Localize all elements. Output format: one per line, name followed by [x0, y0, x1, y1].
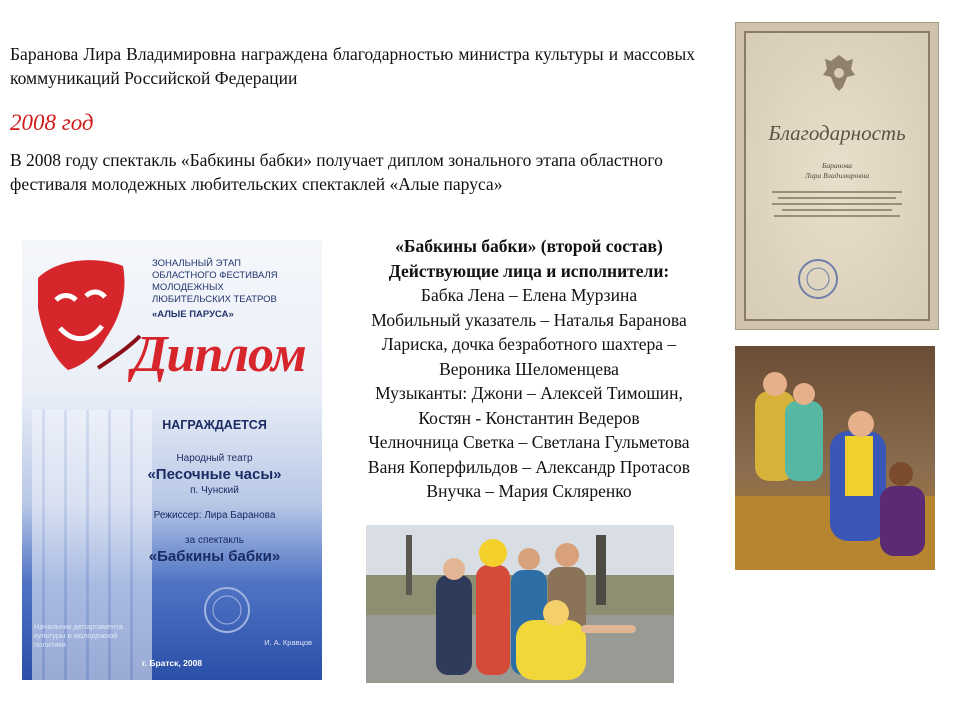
diploma-signer: И. А. Кравцов — [264, 638, 312, 647]
diploma-play: «Бабкины бабки» — [148, 548, 281, 565]
certificate-seal — [796, 257, 840, 301]
diploma-festival-name: «АЛЫЕ ПАРУСА» — [152, 309, 234, 320]
stamp-seal — [202, 585, 252, 635]
cast-line: Музыканты: Джони – Алексей Тимошин, — [375, 383, 683, 403]
intro-text: Баранова Лира Владимировна награждена благодарностью министра культуры и массовых коммуникаций Российской Федерации — [10, 44, 695, 88]
performers-illustration — [735, 346, 935, 570]
diploma-header-line: ЛЮБИТЕЛЬСКИХ ТЕАТРОВ — [152, 294, 277, 305]
diploma-director: Режиссер: Лира Баранова — [153, 510, 276, 521]
diploma-image — [22, 240, 322, 680]
diploma-header — [152, 258, 312, 321]
diploma-for-play: за спектакль — [185, 535, 244, 546]
cast-subtitle: Действующие лица и исполнители: — [388, 260, 670, 281]
certificate-text — [762, 161, 912, 221]
cast-title: «Бабкины бабки» (второй состав) — [395, 236, 663, 256]
cast-line: Челночница Светка – Светлана Гульметова — [368, 432, 690, 452]
certificate-title: Благодарность — [768, 121, 906, 145]
diploma-header-line: ОБЛАСТНОГО ФЕСТИВАЛЯ — [152, 270, 278, 281]
diploma-footer: Начальник департамента культуры и молодежной политики — [34, 622, 123, 649]
cast-list — [330, 234, 728, 504]
group-photo — [366, 525, 674, 683]
certificate-frame — [744, 31, 930, 321]
certificate-image — [735, 22, 939, 330]
year-heading: 2008 год — [10, 110, 94, 135]
diploma-theatre-name: «Песочные часы» — [147, 466, 282, 483]
cast-line: Лариска, дочка безработного шахтера – — [381, 334, 677, 354]
diploma-city-year: г. Братск, 2008 — [141, 658, 203, 668]
cast-line: Костян - Константин Ведеров — [418, 407, 640, 428]
performance-photo — [735, 346, 935, 570]
body-text: В 2008 году спектакль «Бабкины бабки» получает диплом зонального этапа областного фестиваля молодежных любительских спектаклей «Алые паруса» — [10, 150, 663, 194]
diploma-theatre-label: Народный театр — [176, 453, 253, 464]
diploma-header-line: МОЛОДЕЖНЫХ — [152, 282, 224, 293]
certificate-line: Лира Владимировна — [804, 171, 870, 180]
cast-line: Бабка Лена – Елена Мурзина — [420, 285, 638, 305]
diploma-theatre-place: п. Чунский — [190, 485, 239, 496]
cast-line: Мобильный указатель – Наталья Баранова — [371, 309, 687, 330]
coat-of-arms-icon — [819, 51, 859, 95]
diploma-title: Диплом — [132, 326, 306, 383]
group-illustration — [366, 525, 674, 683]
cast-line: Вероника Шеломенцева — [439, 358, 619, 379]
diploma-awarded: НАГРАЖДАЕТСЯ — [162, 418, 267, 432]
diploma-body — [112, 418, 317, 566]
cast-line: Внучка – Мария Скляренко — [426, 481, 632, 501]
diploma-header-line: ЗОНАЛЬНЫЙ ЭТАП — [152, 258, 242, 269]
theatre-mask-logo — [28, 248, 148, 388]
cast-line: Ваня Коперфильдов – Александр Протасов — [367, 456, 691, 477]
certificate-line: Баранова — [821, 161, 853, 170]
